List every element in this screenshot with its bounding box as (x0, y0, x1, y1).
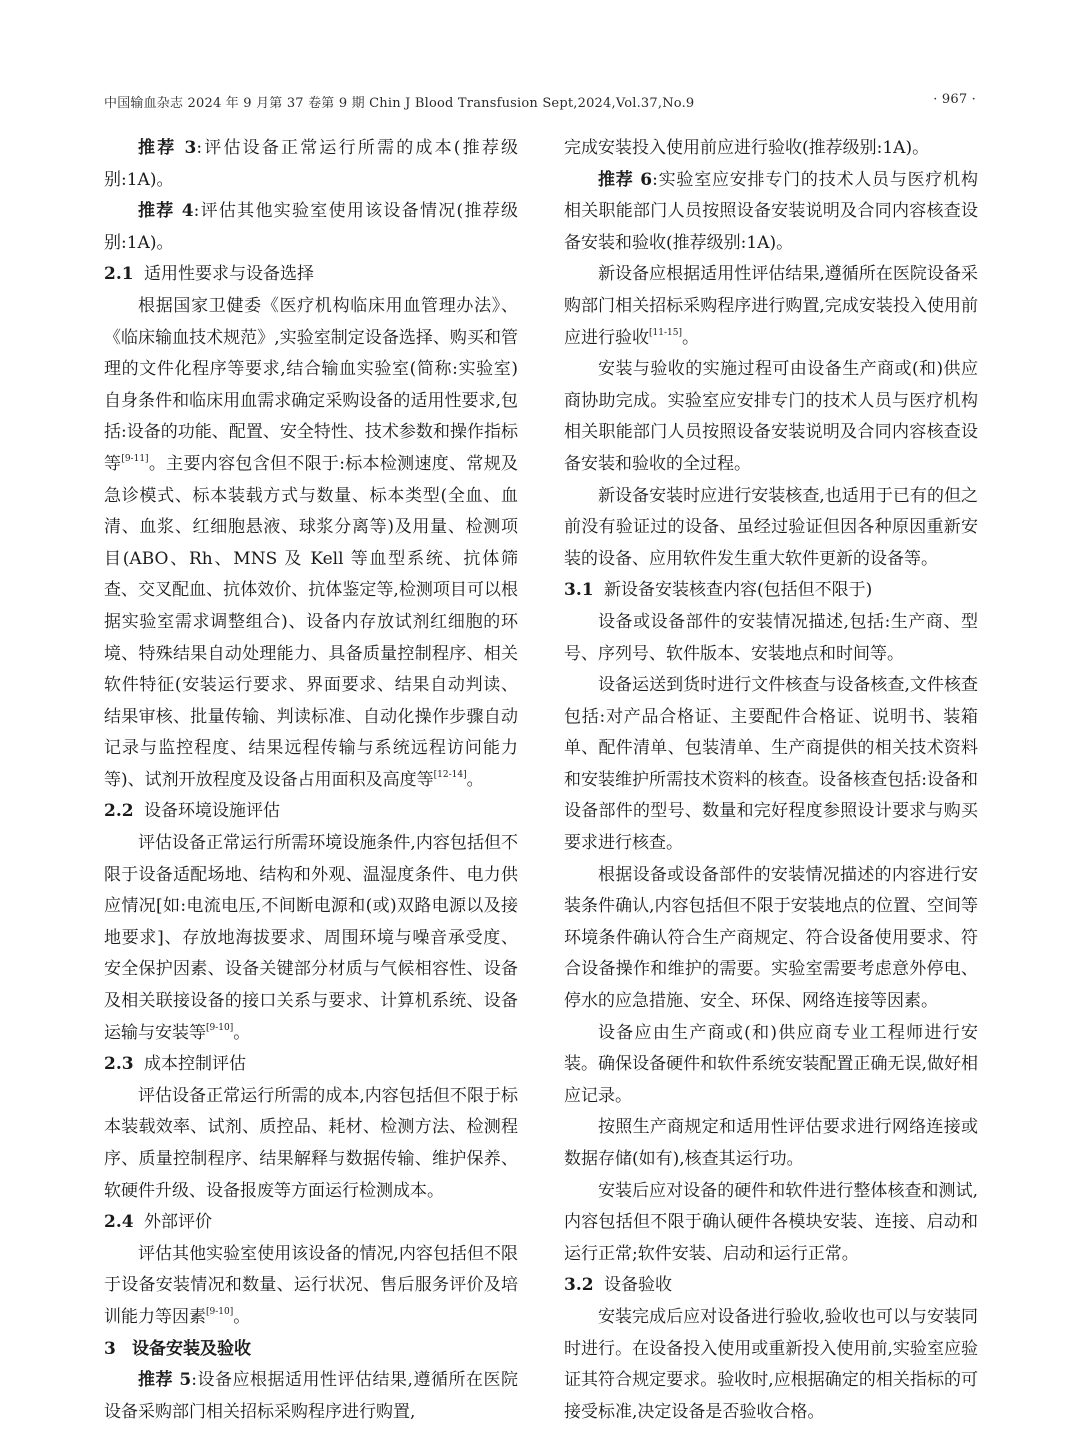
rec3-label: 推荐 3 (138, 138, 197, 158)
section-heading-2-3 (104, 1049, 518, 1081)
section-number: 2.1 (104, 264, 134, 285)
rec3-text: :评估设备正常运行所需的成本(推荐级别:1A)。 (104, 138, 519, 190)
punctuation: 。 (233, 1022, 251, 1043)
paragraph (104, 828, 518, 1049)
paragraph: 评估设备正常运行所需的成本,内容包括但不限于标本装载效率、试剂、质控品、耗材、检测方法、检测程序、质量控制程序、结果解释与数据传输、维护保养、软硬件升级、设备报废等方面运行检测成本。 (104, 1085, 518, 1201)
paragraph-text: 根据国家卫健委《医疗机构临床用血管理办法》、《临床输血技术规范》,实验室制定设备选择、购买和管理的文件化程序等要求,结合输血实验室(简称:实验室)自身条件和临床用血需求确定采购设备的适用性要求,包括:设备的功能、配置、安全特性、技术参数和操作指标等 (104, 295, 518, 474)
punctuation: 。 (681, 327, 699, 348)
paragraph (564, 259, 978, 354)
paragraph-text: 评估其他实验室使用该设备的情况,内容包括但不限于设备安装情况和数量、运行状况、售后服务评价及培训能力等因素 (104, 1243, 518, 1327)
recommendation-4 (104, 196, 518, 259)
section-title: 成本控制评估 (144, 1054, 246, 1075)
paragraph-text: 。主要内容包含但不限于:标本检测速度、常规及急诊模式、标本装载方式与数量、标本类型(全血、血清、血浆、红细胞悬液、球浆分离等)及用量、检测项目(ABO、Rh、MNS 及 Kell 等血型系统、抗体筛查、交叉配血、抗体效价、抗体鉴定等,检测项目可以根据实验室需求调整组合)、设备内存放试剂红细胞的环境、特殊结果自动处理能力、具备质量控制程序、相关软件特征(安装运行要求、界面要求、结果自动判读、结果审核、批量传输、判读标准、自动化操作步骤自动记录与监控程度、结果远程传输与系统远程访问能力等)、试剂开放程度及设备占用面积及高度等 (104, 453, 518, 790)
rec5-text: :设备应根据适用性评估结果,遵循所在医院设备采购部门相关招标采购程序进行购置, (104, 1370, 518, 1422)
citation: [9-10] (206, 1306, 234, 1317)
paragraph (104, 1239, 518, 1334)
section-heading-3-1 (564, 575, 978, 607)
paragraph: 设备运送到货时进行文件核查与设备核查,文件核查包括:对产品合格证、主要配件合格证、说明书、装箱单、配件清单、包装清单、生产商提供的相关技术资料和安装维护所需技术资料的核查。设备核查包括:设备和设备部件的型号、数量和完好程度参照设计要求与购买要求进行核查。 (564, 675, 978, 854)
section-title: 设备环境设施评估 (144, 801, 280, 822)
paragraph: 安装后应对设备的硬件和软件进行整体核查和测试,内容包括但不限于确认硬件各模块安装、连接、启动和运行正常;软件安装、启动和运行正常。 (564, 1180, 978, 1264)
paragraph: 设备应由生产商或(和)供应商专业工程师进行安装。确保设备硬件和软件系统安装配置正确无误,做好相应记录。 (564, 1022, 978, 1106)
recommendation-5 (104, 1365, 518, 1428)
rec4-text: :评估其他实验室使用该设备情况(推荐级别:1A)。 (104, 201, 519, 253)
citation: [9-10] (206, 1022, 234, 1033)
right-column (564, 133, 978, 1428)
punctuation: 。 (233, 1306, 251, 1327)
paragraph: 新设备安装时应进行安装核查,也适用于已有的但之前没有验证过的设备、虽经过验证但因各种原因重新安装的设备、应用软件发生重大软件更新的设备等。 (564, 485, 978, 569)
paragraph: 安装完成后应对设备进行验收,验收也可以与安装同时进行。在设备投入使用或重新投入使用前,实验室应验证其符合规定要求。验收时,应根据确定的相关指标的可接受标准,决定设备是否验收合格。 (564, 1306, 978, 1422)
rec5-label: 推荐 5 (138, 1370, 192, 1391)
recommendation-6 (564, 165, 978, 260)
punctuation: 。 (466, 769, 484, 790)
rec6-text: :实验室应安排专门的技术人员与医疗机构相关职能部门人员按照设备安装说明及合同内容核查设备安装和验收(推荐级别:1A)。 (564, 169, 978, 253)
page-number: · 967 · (933, 92, 976, 107)
paragraph-text: 评估设备正常运行所需环境设施条件,内容包括但不限于设备适配场地、结构和外观、温湿度条件、电力供应情况[如:电流电压,不间断电源和(或)双路电源以及接地要求]、存放地海拔要求、周围环境与噪音承受度、安全保护因素、设备关键部分材质与气候相容性、设备及相关联接设备的接口关系与要求、计算机系统、设备运输与安装等 (104, 833, 518, 1043)
running-head (104, 92, 976, 111)
section-title: 外部评价 (144, 1212, 212, 1233)
citation: [11-15] (649, 327, 682, 338)
recommendation-5-continued: 完成安装投入使用前应进行验收(推荐级别:1A)。 (564, 138, 930, 158)
paragraph: 设备或设备部件的安装情况描述,包括:生产商、型号、序列号、软件版本、安装地点和时间等。 (564, 611, 978, 664)
section-title: 新设备安装核查内容(包括但不限于) (604, 580, 873, 601)
section-heading-2-1 (104, 259, 518, 291)
section-number: 3.2 (564, 1275, 594, 1296)
left-column (104, 133, 518, 1428)
rec6-label: 推荐 6 (598, 169, 653, 190)
citation: [12-14] (433, 769, 467, 780)
paragraph-text: 新设备应根据适用性评估结果,遵循所在医院设备采购部门相关招标采购程序进行购置,完成安装投入使用前应进行验收 (564, 264, 978, 348)
section-number: 2.2 (104, 801, 134, 822)
section-heading-3-2 (564, 1270, 978, 1302)
section-title: 设备安装及验收 (132, 1338, 251, 1359)
recommendation-3 (104, 133, 518, 196)
section-title: 设备验收 (604, 1275, 672, 1296)
journal-citation: 中国输血杂志 2024 年 9 月第 37 卷第 9 期 Chin J Blood Transfusion Sept,2024,Vol.37,No.9 (104, 96, 695, 111)
section-number: 3 (104, 1338, 116, 1359)
section-heading-2-4 (104, 1207, 518, 1239)
section-number: 3.1 (564, 580, 594, 601)
citation: [9-11] (121, 453, 149, 464)
paragraph: 安装与验收的实施过程可由设备生产商或(和)供应商协助完成。实验室应安排专门的技术人员与医疗机构相关职能部门人员按照设备安装说明及合同内容核查设备安装和验收的全过程。 (564, 359, 978, 474)
paragraph (104, 291, 518, 797)
rec4-label: 推荐 4 (138, 201, 194, 222)
paragraph: 根据设备或设备部件的安装情况描述的内容进行安装条件确认,内容包括但不限于安装地点的位置、空间等环境条件确认符合生产商规定、符合设备使用要求、符合设备操作和维护的需要。实验室需要考虑意外停电、停水的应急措施、安全、环保、网络连接等因素。 (564, 864, 978, 1012)
section-heading-2-2 (104, 796, 518, 828)
section-heading-3 (104, 1334, 518, 1366)
section-number: 2.3 (104, 1054, 134, 1075)
paragraph: 按照生产商规定和适用性评估要求进行网络连接或数据存储(如有),核查其运行功。 (564, 1117, 978, 1169)
section-title: 适用性要求与设备选择 (144, 264, 314, 285)
section-number: 2.4 (104, 1212, 134, 1233)
